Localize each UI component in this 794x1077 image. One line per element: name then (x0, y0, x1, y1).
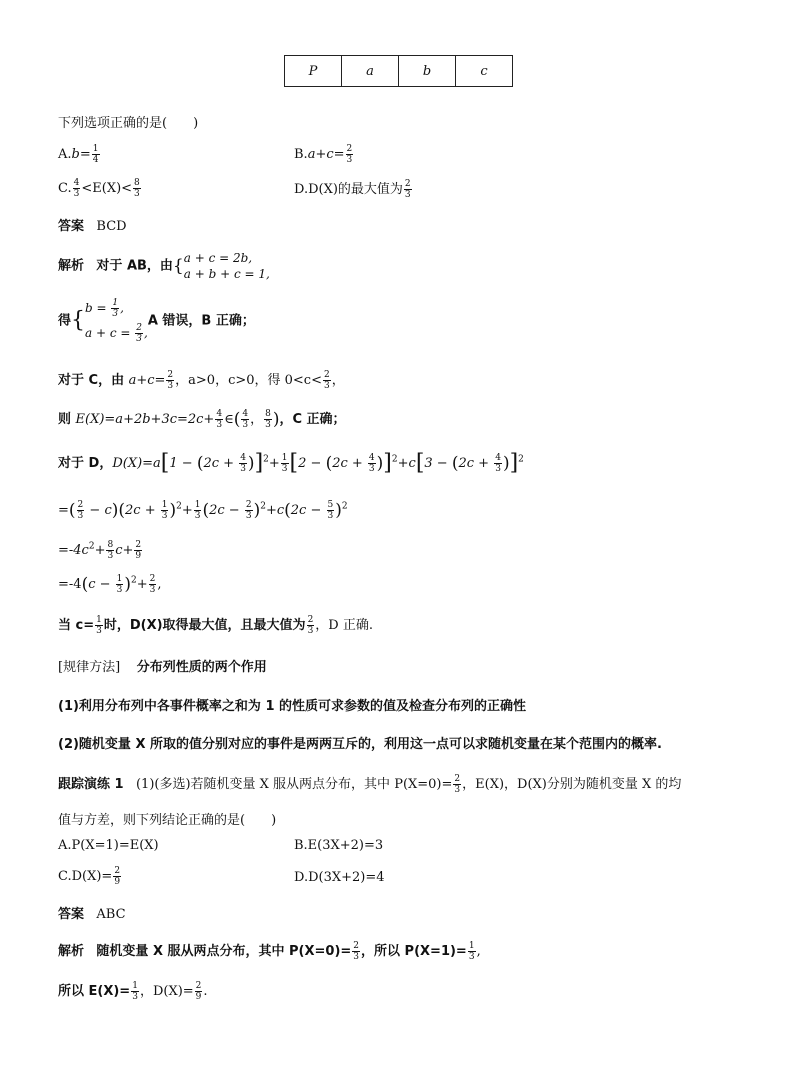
probability-table (284, 55, 513, 87)
option-b: B.a+c= $\frac{2}{3}$ (294, 144, 353, 165)
analysis-line-7: $=-4c^2+$ $\frac{8}{3}$ c+ $\frac{2}{9}$ (58, 540, 142, 561)
analysis-line-4: 则 E(X)=a+2b+3c=2c+ $\frac{4}{3}$ ∈( $\frac{4}{3}$ ， $\frac{8}{3}$ )，C 正确； (58, 409, 346, 430)
table-cell: b (399, 56, 456, 87)
option-a: A.b= $\frac{1}{4}$ (58, 144, 99, 165)
question-stem: 下列选项正确的是( ) (58, 116, 199, 131)
table-cell: P (285, 56, 342, 87)
analysis-line-8: =-4(c − $\frac{1}{3}$ )$^2$+ $\frac{2}{3}$ , (58, 574, 162, 595)
practice-option-d: D.D(3X+2)=4 (294, 870, 385, 885)
practice-question: 跟踪演练 1 (1)(多选)若随机变量 X 服从两点分布，其中 P(X=0)= $\frac{2}{3}$ ，E(X)，D(X)分别为随机变量 X 的均 (58, 774, 682, 795)
practice-option-a: A.P(X=1)=E(X) (58, 838, 159, 853)
method-point-1: (1)利用分布列中各事件概率之和为 1 的性质可求参数的值及检查分布列的正确性 (58, 699, 527, 714)
method-heading: [规律方法] 分布列性质的两个作用 (58, 660, 267, 675)
analysis-line-6: =( $\frac{2}{3}$ − c)(2c + $\frac{1}{3}$ )$^2$+ $\frac{1}{3}$ (2c − $\frac{2}{3}$ )$^2$+c(2c − $\frac{5}{3}$ )$^2$ (58, 500, 348, 521)
practice-analysis-1: 解析 随机变量 X 服从两点分布，其中 P(X=0)= $\frac{2}{3}$ ，所以 P(X=1)= $\frac{1}{3}$ , (58, 941, 481, 962)
practice-question-line-2: 值与方差，则下列结论正确的是( ) (58, 813, 277, 828)
practice-option-c: C.D(X)= $\frac{2}{9}$ (58, 866, 121, 887)
practice-option-b: B.E(3X+2)=3 (294, 838, 384, 853)
analysis-line-5: 对于 D，D(X)=a[1 − (2c + $\frac{4}{3}$ )]$^2$+ $\frac{1}{3}$ [2 − (2c + $\frac{4}{3}$ )]$^2$+c[3 − (2c + $\frac{4}{3}$ )]$^2$ (58, 450, 524, 476)
option-c: C. $\frac{4}{3}$ <E(X)< $\frac{8}{3}$ (58, 178, 140, 199)
method-point-2: (2)随机变量 X 所取的值分别对应的事件是两两互斥的，利用这一点可以求随机变量在某个范围内的概率. (58, 737, 662, 752)
table-cell: c (456, 56, 513, 87)
analysis-conclusion: 当 c= $\frac{1}{3}$ 时，D(X)取得最大值，且最大值为 $\frac{2}{3}$ ，D 正确. (58, 615, 373, 636)
option-d: D.D(X)的最大值为 $\frac{2}{3}$ (294, 179, 411, 200)
answer-line: 答案 BCD (58, 219, 127, 234)
analysis-line-2: 得{ b = $\frac{1}{3}$ , a + c = $\frac{2}{3}$ , A 错误，B 正确； (58, 298, 255, 344)
practice-analysis-2: 所以 E(X)= $\frac{1}{3}$ ，D(X)= $\frac{2}{9}$ . (58, 981, 208, 1002)
analysis-line-3: 对于 C，由 a+c= $\frac{2}{3}$ ，a>0，c>0，得 0<c< $\frac{2}{3}$ ， (58, 370, 345, 391)
practice-answer: 答案 ABC (58, 907, 126, 922)
table-cell: a (342, 56, 399, 87)
analysis-line-1: 解析 对于 AB，由{ a + c = 2b, a + b + c = 1, (58, 251, 270, 281)
